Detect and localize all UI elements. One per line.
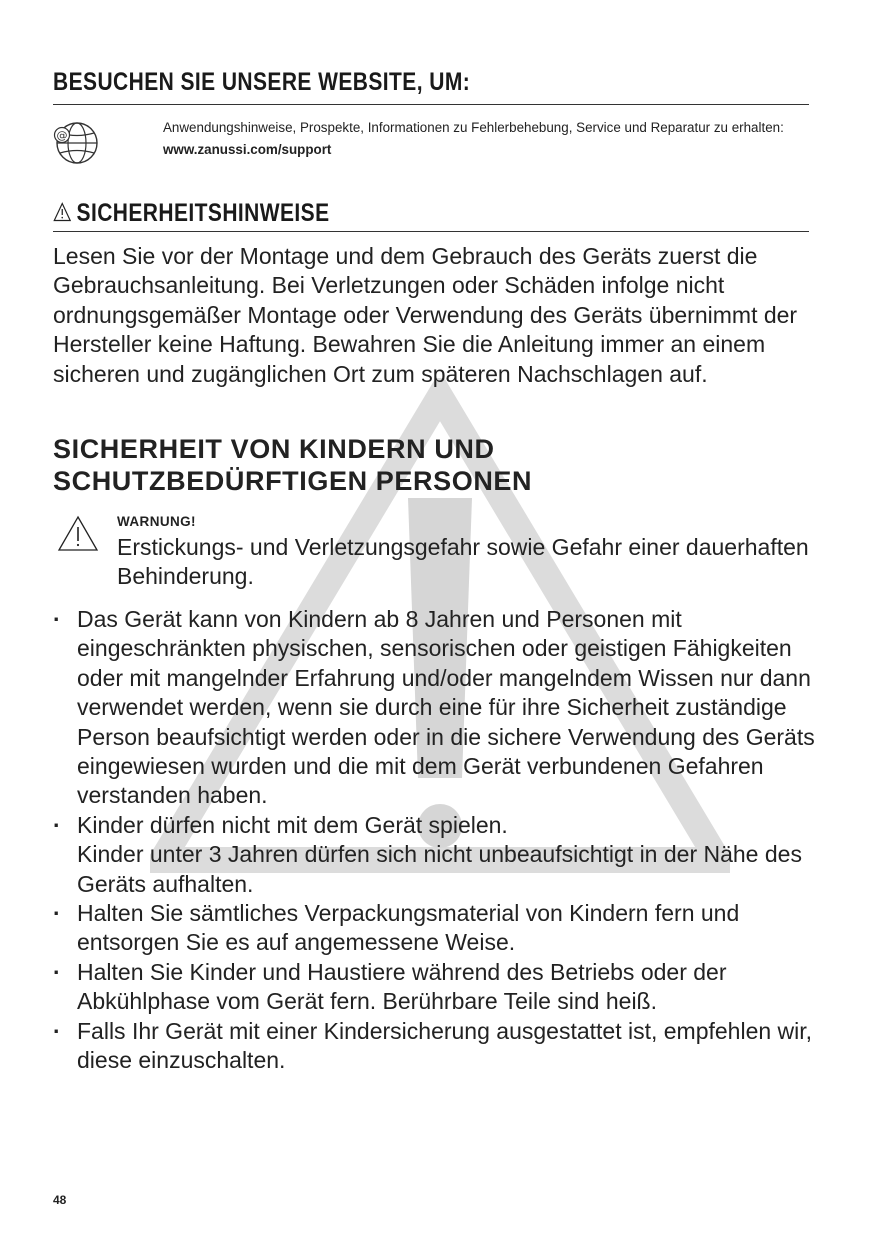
list-item-text: Falls Ihr Gerät mit einer Kindersicherung ausgestattet ist, empfehlen wir, diese einzuschalten. bbox=[77, 1017, 813, 1074]
support-link[interactable]: www.zanussi.com/support bbox=[163, 142, 332, 157]
list-item bbox=[53, 899, 833, 958]
page-number: 48 bbox=[53, 1193, 67, 1207]
warning-triangle-icon bbox=[53, 202, 71, 222]
warning-icon bbox=[57, 515, 99, 552]
children-heading bbox=[53, 433, 833, 497]
safety-divider bbox=[53, 231, 809, 232]
svg-text:@: @ bbox=[56, 129, 68, 142]
list-item bbox=[53, 1017, 833, 1076]
list-item bbox=[53, 605, 833, 811]
children-heading-line1: SICHERHEIT VON KINDERN UND bbox=[53, 434, 495, 464]
safety-heading bbox=[53, 199, 330, 228]
children-heading-line2: SCHUTZBEDÜRFTIGEN PERSONEN bbox=[53, 466, 533, 496]
list-item-text: Das Gerät kann von Kindern ab 8 Jahren und Personen mit eingeschränkten physischen, sensorischen oder geistigen Fähigkeiten oder mit mangelnder Erfahrung und/oder mangelndem Wissen nur dann verwendet werden, wenn sie durch eine für ihre Sicherheit zuständige Person beaufsichtigt werden oder in die sichere Verwendung des Geräts eingewiesen wurden und die mit dem Gerät verbundenen Gefahren verstanden haben. bbox=[77, 606, 815, 809]
list-item-text: Kinder unter 3 Jahren dürfen sich nicht unbeaufsichtigt in der Nähe des Geräts aufhalten. bbox=[77, 841, 802, 897]
safety-heading-text: SICHERHEITSHINWEISE bbox=[76, 199, 330, 227]
website-heading: BESUCHEN SIE UNSERE WEBSITE, UM: bbox=[53, 68, 471, 96]
list-item-text: Halten Sie sämtliches Verpackungsmaterial von Kindern fern und entsorgen Sie es auf angemessene Weise. bbox=[77, 900, 740, 956]
list-item bbox=[53, 958, 833, 1017]
warning-label: WARNUNG! bbox=[117, 514, 196, 529]
list-item bbox=[53, 811, 833, 899]
heading-divider bbox=[53, 104, 809, 105]
globe-at-icon bbox=[52, 121, 102, 165]
warning-text: Erstickungs- und Verletzungsgefahr sowie Gefahr einer dauerhaften Behinderung. bbox=[117, 534, 809, 590]
support-description: Anwendungshinweise, Prospekte, Informationen zu Fehlerbehebung, Service und Reparatur zu erhalten: bbox=[163, 120, 784, 135]
list-item-text: Kinder dürfen nicht mit dem Gerät spielen. bbox=[77, 811, 508, 838]
support-info bbox=[163, 119, 813, 159]
list-item-text: Halten Sie Kinder und Haustiere während des Betriebs oder der Abkühlphase vom Gerät fern. Berührbare Teile sind heiß. bbox=[77, 958, 727, 1015]
safety-intro: Lesen Sie vor der Montage und dem Gebrauch des Geräts zuerst die Gebrauchsanleitung. Bei Verletzungen oder Schäden infolge nicht ordnungsgemäßer Montage oder Verwendung des Geräts übernimmt der Hersteller keine Haftung. Bewahren Sie die Anleitung immer an einem sicheren und zugänglichen Ort zum späteren Nachschlagen auf. bbox=[53, 243, 798, 387]
safety-bullet-list bbox=[53, 605, 833, 1076]
